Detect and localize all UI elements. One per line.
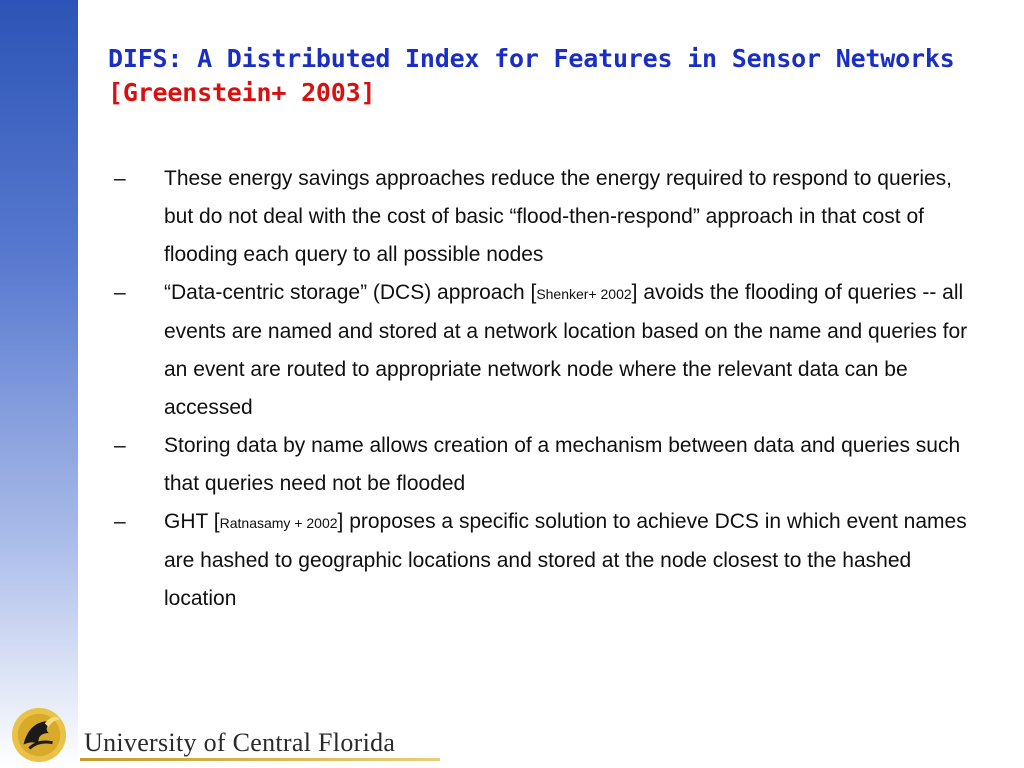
pegasus-logo-icon	[10, 706, 68, 764]
side-gradient-bar	[0, 0, 78, 768]
footer	[0, 700, 470, 768]
bullet-text-after: ] proposes a specific solution to achieve DCS in which event names are hashed to geographic locations and stored at the node closest to the hashed location	[164, 510, 967, 610]
bullet-list	[114, 160, 974, 618]
title-main: DIFS: A Distributed Index for Features in Sensor Networks	[108, 44, 955, 73]
bullet-text: Storing data by name allows creation of a mechanism between data and queries such that queries need not be flooded	[164, 434, 961, 495]
bullet-dash: –	[114, 434, 126, 457]
bullet-text: These energy savings approaches reduce the energy required to respond to queries, but do not deal with the cost of basic “flood-then-respond” approach in that cost of flooding each query to all possible nodes	[164, 167, 952, 266]
gold-rule	[80, 758, 440, 761]
bullet-dash: –	[114, 281, 126, 304]
bullet-text-after: ] avoids the flooding of queries -- all events are named and stored at a network location based on the name and queries for an event are routed to appropriate network node where the relevant data can be accessed	[164, 281, 968, 419]
university-name: University of Central Florida	[84, 728, 396, 757]
bullet-text-before: “Data-centric storage” (DCS) approach [	[164, 281, 537, 304]
slide-title	[108, 42, 988, 110]
bullet-item	[114, 427, 974, 503]
bullet-item	[114, 503, 974, 618]
bullet-citation: Ratnasamy + 2002	[219, 515, 338, 531]
bullet-item	[114, 274, 974, 427]
bullet-text-before: GHT [	[164, 510, 220, 533]
bullet-dash: –	[114, 510, 126, 533]
title-citation: [Greenstein+ 2003]	[108, 78, 376, 107]
bullet-citation: Shenker+ 2002	[536, 286, 632, 302]
bullet-item	[114, 160, 974, 274]
bullet-dash: –	[114, 167, 126, 190]
